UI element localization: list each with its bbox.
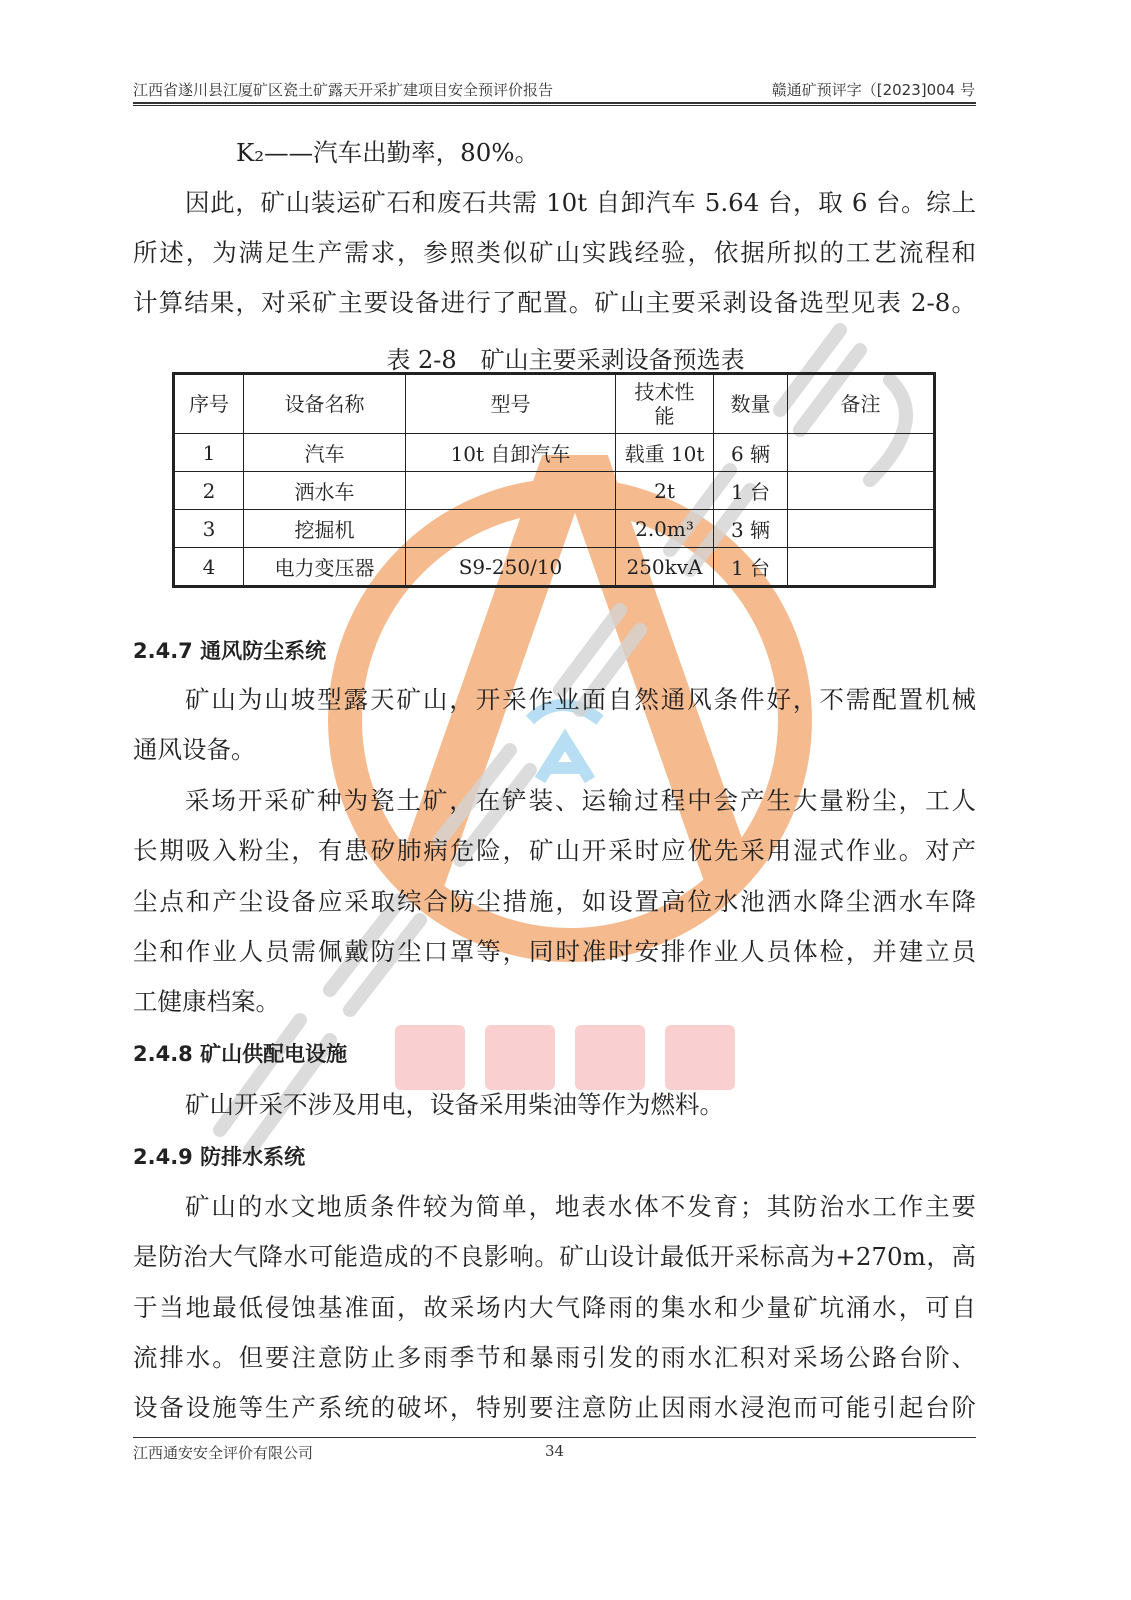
cell: 3 [174, 510, 244, 548]
cell: 6 辆 [714, 434, 788, 472]
cell: 1 台 [714, 472, 788, 510]
col-header: 技术性能 [616, 374, 714, 434]
paragraph-line: 设备设施等生产系统的破坏，特别要注意防止因雨水浸泡而可能引起台阶 [133, 1393, 976, 1422]
cell: 2.0m³ [616, 510, 714, 548]
paragraph-line: 长期吸入粉尘，有患矽肺病危险，矿山开采时应优先采用湿式作业。对产 [133, 836, 976, 865]
cell [788, 434, 935, 472]
col-header: 序号 [174, 374, 244, 434]
page-number: 34 [545, 1442, 565, 1460]
cell [788, 548, 935, 587]
cell: 1 [174, 434, 244, 472]
col-header: 型号 [406, 374, 616, 434]
table-row [174, 472, 935, 510]
col-header: 设备名称 [244, 374, 406, 434]
col-header: 数量 [714, 374, 788, 434]
cell: 1 台 [714, 548, 788, 587]
paragraph-line: 矿山为山坡型露天矿山，开采作业面自然通风条件好，不需配置机械 [185, 685, 976, 714]
header-doc-number: 赣通矿预评字（[2023]004 号 [771, 81, 975, 99]
cell: 10t 自卸汽车 [406, 434, 616, 472]
table-row [174, 510, 935, 548]
cell: 3 辆 [714, 510, 788, 548]
paragraph-line: 矿山开采不涉及用电，设备采用柴油等作为燃料。 [185, 1090, 724, 1119]
cell: 2t [616, 472, 714, 510]
col-header: 备注 [788, 374, 935, 434]
cell: 洒水车 [244, 472, 406, 510]
formula-note: K₂——汽车出勤率，80%。 [236, 138, 540, 167]
cell: 载重 10t [616, 434, 714, 472]
section-heading-2-4-9: 2.4.9 防排水系统 [133, 1145, 306, 1169]
paragraph-line: 计算结果，对采矿主要设备进行了配置。矿山主要采剥设备选型见表 2-8。 [133, 288, 976, 317]
equipment-table [172, 372, 936, 588]
paragraph-line: 通风设备。 [133, 735, 256, 764]
paragraph-line: 因此，矿山装运矿石和废石共需 10t 自卸汽车 5.64 台，取 6 台。综上 [185, 188, 976, 217]
table-caption: 表 2-8 矿山主要采剥设备预选表 [386, 346, 745, 374]
cell: 2 [174, 472, 244, 510]
header-rule-thin [133, 105, 976, 106]
section-heading-2-4-8: 2.4.8 矿山供配电设施 [133, 1042, 348, 1066]
cell: 汽车 [244, 434, 406, 472]
table-row [174, 434, 935, 472]
paragraph-line: 是防治大气降水可能造成的不良影响。矿山设计最低开采标高为+270m，高 [133, 1242, 976, 1271]
cell: 250kvA [616, 548, 714, 587]
cell: S9-250/10 [406, 548, 616, 587]
paragraph-line: 于当地最低侵蚀基准面，故采场内大气降雨的集水和少量矿坑涌水，可自 [133, 1293, 976, 1322]
footer-rule [133, 1437, 976, 1438]
cell [406, 510, 616, 548]
paragraph-line: 尘和作业人员需佩戴防尘口罩等，同时准时安排作业人员体检，并建立员 [133, 937, 976, 966]
table-header-row [174, 374, 935, 434]
footer-company: 江西通安安全评价有限公司 [133, 1444, 314, 1462]
table-row [174, 548, 935, 587]
header-rule [133, 102, 976, 104]
cell: 4 [174, 548, 244, 587]
cell: 电力变压器 [244, 548, 406, 587]
cell: 挖掘机 [244, 510, 406, 548]
paragraph-line: 所述，为满足生产需求，参照类似矿山实践经验，依据所拟的工艺流程和 [133, 238, 976, 267]
section-heading-2-4-7: 2.4.7 通风防尘系统 [133, 639, 327, 663]
header-title: 江西省遂川县江厦矿区瓷土矿露天开采扩建项目安全预评价报告 [133, 81, 554, 99]
paragraph-line: 工健康档案。 [133, 987, 280, 1016]
cell [406, 472, 616, 510]
paragraph-line: 尘点和产尘设备应采取综合防尘措施，如设置高位水池洒水降尘洒水车降 [133, 887, 976, 916]
paragraph-line: 矿山的水文地质条件较为简单，地表水体不发育；其防治水工作主要 [185, 1192, 976, 1221]
paragraph-line: 流排水。但要注意防止多雨季节和暴雨引发的雨水汇积对采场公路台阶、 [133, 1343, 976, 1372]
cell [788, 472, 935, 510]
paragraph-line: 采场开采矿种为瓷土矿，在铲装、运输过程中会产生大量粉尘，工人 [185, 786, 976, 815]
cell [788, 510, 935, 548]
